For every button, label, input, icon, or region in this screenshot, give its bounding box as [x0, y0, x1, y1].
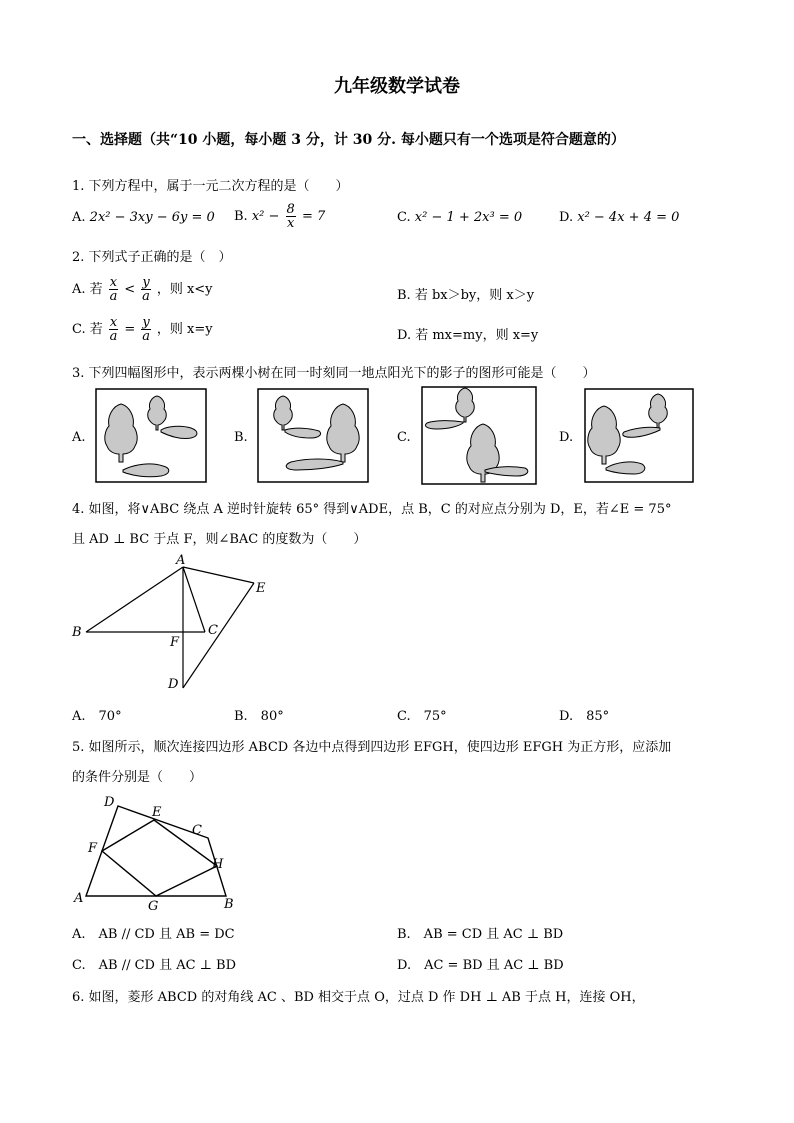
q3-label-a: A. [72, 430, 86, 445]
q5-figure [66, 790, 246, 915]
q3-label-d: D. [559, 430, 574, 445]
q4-stem-line2: 且 AD ⊥ BC 于点 F，则∠BAC 的度数为（ ） [72, 532, 367, 547]
point-c-label: C [192, 823, 202, 838]
point-f-label: F [170, 635, 180, 650]
q6-stem: 6. 如图，菱形 ABCD 的对角线 AC 、BD 相交于点 O，过点 D 作 DH ⊥ AB 于点 H，连接 OH， [72, 990, 645, 1005]
q1-stem: 1. 下列方程中，属于一元二次方程的是（ ） [72, 179, 349, 194]
q3-figure-a [95, 388, 207, 484]
q1-option-b: B. x² − $\frac{8}{x}$ = 7 [234, 202, 326, 231]
q5-stem-line1: 5. 如图所示，顺次连接四边形 ABCD 各边中点得到四边形 EFGH，使四边形 EFGH 为正方形，应添加 [72, 740, 672, 755]
point-c-label: C [208, 623, 218, 638]
q3-figure-b [257, 388, 369, 484]
q1-option-c: C. x² − 1 + 2x³ = 0 [397, 210, 523, 225]
q1-option-a: A. 2x² − 3xy − 6y = 0 [72, 210, 215, 225]
point-b-label: B [72, 625, 82, 640]
section-heading: 一、选择题（共“10 小题，每小题 3 分，计 30 分. 每小题只有一个选项是符合题意的） [72, 132, 625, 148]
point-b-label: B [224, 897, 234, 912]
point-a-label: A [176, 553, 186, 568]
q3-label-c: C. [397, 430, 411, 445]
q2-option-a: A. 若 $\frac{x}{a}$ < $\frac{y}{a}$ ，则 x<y [72, 275, 213, 304]
page-title: 九年级数学试卷 [334, 76, 460, 97]
q4-stem-line1: 4. 如图，将∨ABC 绕点 A 逆时针旋转 65° 得到∨ADE，点 B，C 的对应点分别为 D，E，若∠E = 75° [72, 502, 672, 517]
q2-option-d: D. 若 mx=my，则 x=y [397, 328, 539, 343]
q4-option-a: A. 70° [72, 709, 122, 724]
point-e-label: E [256, 581, 266, 596]
q4-figure [64, 550, 284, 700]
q3-figure-c [421, 386, 537, 486]
q2-stem: 2. 下列式子正确的是（ ） [72, 250, 232, 265]
point-h-label: H [212, 857, 224, 872]
point-a-label: A [74, 891, 84, 906]
point-e-label: E [152, 805, 162, 820]
q5-option-d: D. AC = BD 且 AC ⊥ BD [397, 958, 564, 973]
q2-option-c: C. 若 $\frac{x}{a}$ = $\frac{y}{a}$ ，则 x=y [72, 315, 213, 344]
segment-ac [183, 567, 205, 632]
q4-option-b: B. 80° [234, 709, 284, 724]
segment-ae [183, 567, 254, 583]
q3-stem: 3. 下列四幅图形中，表示两棵小树在同一时刻同一地点阳光下的影子的图形可能是（ ） [72, 366, 596, 381]
point-g-label: G [148, 899, 159, 914]
q4-option-c: C. 75° [397, 709, 447, 724]
q2-option-b: B. 若 bx＞by，则 x＞y [397, 288, 535, 303]
q5-option-a: A. AB // CD 且 AB = DC [72, 927, 235, 942]
segment-ab [86, 567, 183, 632]
q3-label-b: B. [234, 430, 248, 445]
q3-figure-d [584, 388, 694, 484]
q1-option-d: D. x² − 4x + 4 = 0 [559, 210, 680, 225]
q4-option-d: D. 85° [559, 709, 610, 724]
q5-stem-line2: 的条件分别是（ ） [72, 770, 203, 785]
q5-option-c: C. AB // CD 且 AC ⊥ BD [72, 958, 237, 973]
point-d-label: D [168, 677, 179, 692]
q5-option-b: B. AB = CD 且 AC ⊥ BD [397, 927, 564, 942]
point-f-label: F [88, 841, 98, 856]
point-d-label: D [104, 795, 115, 810]
